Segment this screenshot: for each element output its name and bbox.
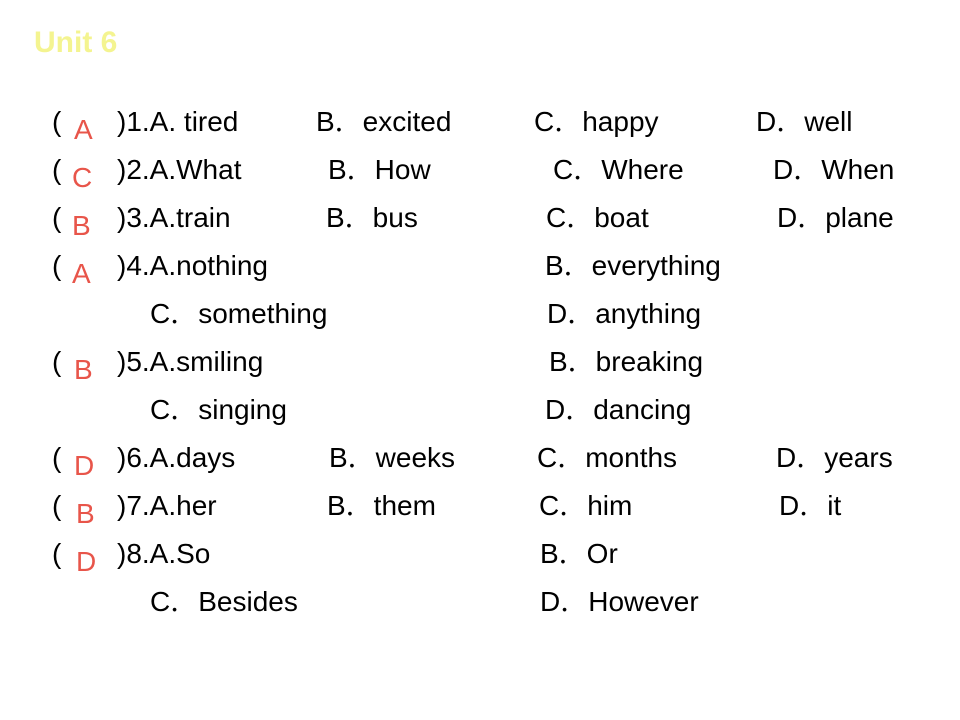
- question-8-option-a: )8.A.So: [117, 538, 211, 569]
- paren-open: (: [52, 442, 62, 473]
- unit-title: Unit 6: [34, 26, 118, 59]
- paren-open: (: [52, 346, 62, 377]
- answer-6: D: [74, 450, 95, 481]
- question-3-option-d: D．plane: [777, 202, 894, 233]
- question-4-option-a: )4.A.nothing: [117, 250, 268, 281]
- question-4-option-b: B．everything: [545, 250, 721, 281]
- answer-1: A: [74, 114, 93, 145]
- question-2-option-a: )2.A.What: [117, 154, 242, 185]
- question-row-6: [0, 440, 960, 488]
- question-row-3: [0, 200, 960, 248]
- question-6-option-b: B．weeks: [329, 442, 456, 473]
- question-8-option-b: B．Or: [540, 538, 618, 569]
- question-row-5: [0, 344, 960, 392]
- question-row-4: [0, 248, 960, 296]
- paren-open: (: [52, 490, 62, 521]
- answer-8: D: [76, 546, 97, 577]
- question-row-7: [0, 488, 960, 536]
- question-row-4-cont: [0, 296, 960, 344]
- question-7-option-c: C．him: [539, 490, 633, 521]
- paren-open: (: [52, 538, 62, 569]
- answer-2: C: [72, 162, 93, 193]
- question-3-option-a: )3.A.train: [117, 202, 231, 233]
- question-2-option-d: D．When: [773, 154, 895, 185]
- question-7-option-b: B．them: [327, 490, 436, 521]
- question-row-2: [0, 152, 960, 200]
- answer-3: B: [72, 210, 91, 241]
- question-row-1: [0, 104, 960, 152]
- paren-open: (: [52, 250, 62, 281]
- question-4-option-c: C．something: [150, 298, 328, 329]
- question-2-option-c: C．Where: [553, 154, 684, 185]
- question-4-option-d: D．anything: [547, 298, 702, 329]
- question-5-option-c: C．singing: [150, 394, 287, 425]
- question-6-option-a: )6.A.days: [117, 442, 236, 473]
- question-5-option-a: )5.A.smiling: [117, 346, 264, 377]
- paren-open: (: [52, 106, 62, 137]
- question-1-option-b: B．excited: [316, 106, 452, 137]
- question-6-option-c: C．months: [537, 442, 678, 473]
- question-7-option-a: )7.A.her: [117, 490, 217, 521]
- question-3-option-c: C．boat: [546, 202, 649, 233]
- question-8-option-d: D．However: [540, 586, 699, 617]
- question-3-option-b: B．bus: [326, 202, 418, 233]
- question-1-option-c: C．happy: [534, 106, 659, 137]
- answer-7: B: [76, 498, 95, 529]
- question-5-option-b: B．breaking: [549, 346, 704, 377]
- answer-5: B: [74, 354, 93, 385]
- question-8-option-c: C．Besides: [150, 586, 298, 617]
- answer-4: A: [72, 258, 91, 289]
- question-row-8-cont: [0, 584, 960, 632]
- paren-open: (: [52, 154, 62, 185]
- question-7-option-d: D．it: [779, 490, 842, 521]
- question-6-option-d: D．years: [776, 442, 893, 473]
- question-row-5-cont: [0, 392, 960, 440]
- question-1-option-d: D．well: [756, 106, 853, 137]
- question-1-option-a: )1.A. tired: [117, 106, 239, 137]
- question-2-option-b: B．How: [328, 154, 431, 185]
- question-row-8: [0, 536, 960, 584]
- paren-open: (: [52, 202, 62, 233]
- question-5-option-d: D．dancing: [545, 394, 692, 425]
